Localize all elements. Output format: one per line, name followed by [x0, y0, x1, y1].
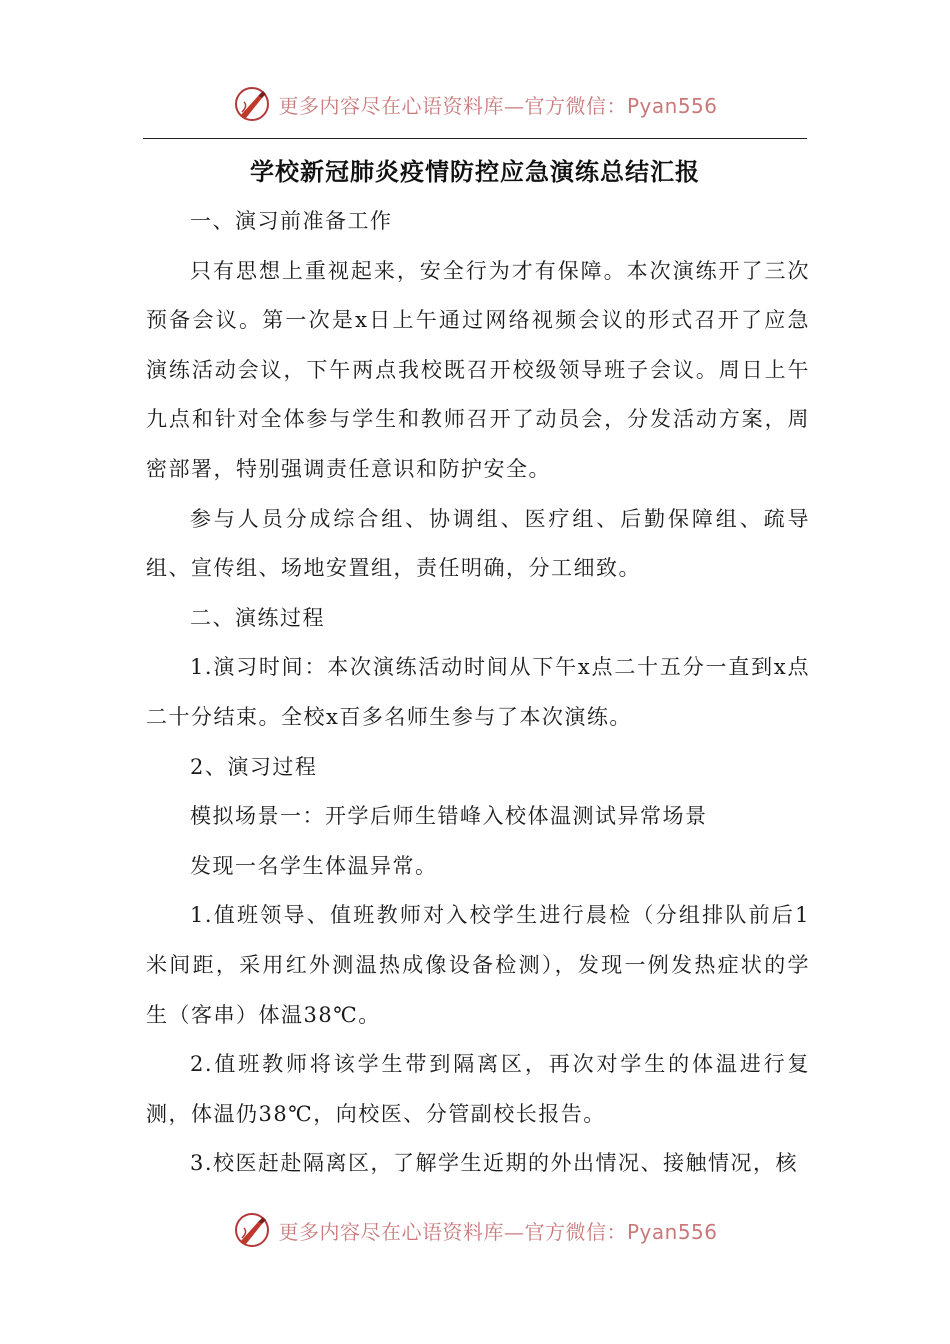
paragraph: 1.值班领导、值班教师对入校学生进行晨检（分组排队前后1米间距，采用红外测温热成像设备检测），发现一例发热症状的学生（客串）体温38℃。 — [146, 903, 810, 1027]
pen-nib-logo-icon — [232, 84, 272, 124]
paragraph: 参与人员分成综合组、协调组、医疗组、后勤保障组、疏导组、宣传组、场地安置组，责任明确，分工细致。 — [146, 506, 810, 581]
section-heading-1: 一、演习前准备工作 — [190, 209, 393, 233]
banner-text-cn: 更多内容尽在心语资料库—官方微信： — [278, 93, 627, 118]
banner-wechat-id: Pyan556 — [626, 1219, 718, 1244]
paragraph: 3.校医赶赴隔离区，了解学生近期的外出情况、接触情况，核 — [190, 1151, 799, 1176]
header-divider — [143, 138, 807, 139]
paragraph: 只有思想上重视起来，安全行为才有保障。本次演练开了三次预备会议。第一次是x日上午通过网络视频会议的形式召开了应急演练活动会议，下午两点我校既召开校级领导班子会议。周日上午九点和针对全体参与学生和教师召开了动员会，分发活动方案，周密部署，特别强调责任意识和防护安全。 — [146, 258, 810, 481]
document-body — [146, 197, 810, 1189]
banner-text — [278, 90, 717, 119]
paragraph: 模拟场景一：开学后师生错峰入校体温测试异常场景 — [190, 804, 708, 829]
document-title: 学校新冠肺炎疫情防控应急演练总结汇报 — [250, 157, 700, 186]
banner-text-cn: 更多内容尽在心语资料库—官方微信： — [278, 1219, 627, 1244]
banner-text — [278, 1216, 717, 1245]
section-heading-2: 二、演练过程 — [190, 605, 325, 630]
paragraph: 1.演习时间：本次演练活动时间从下午x点二十五分一直到x点二十分结束。全校x百多名师生参与了本次演练。 — [146, 655, 810, 729]
header-banner — [0, 82, 950, 126]
banner-wechat-id: Pyan556 — [626, 93, 718, 118]
paragraph: 发现一名学生体温异常。 — [190, 853, 438, 878]
subheading: 2、演习过程 — [190, 754, 318, 779]
footer-banner — [0, 1208, 950, 1252]
pen-nib-logo-icon — [232, 1210, 272, 1250]
paragraph: 2.值班教师将该学生带到隔离区，再次对学生的体温进行复测，体温仍38℃，向校医、分管副校长报告。 — [146, 1052, 810, 1126]
